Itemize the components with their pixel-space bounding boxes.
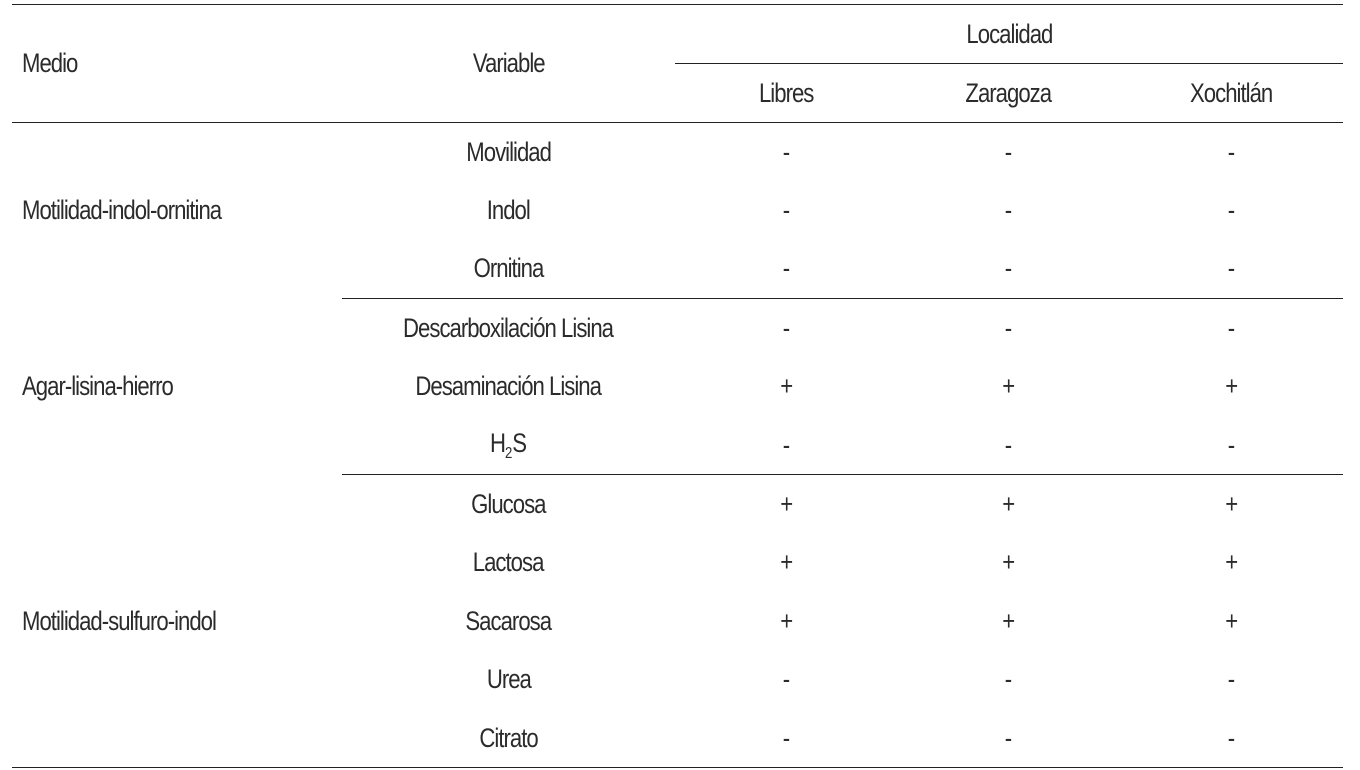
value-cell: - [1227,429,1235,460]
value-cell: + [1225,371,1237,402]
value-cell: - [1227,136,1235,167]
value-cell: - [897,299,1119,358]
value-cell: - [1004,722,1012,753]
variable-cell: Urea [486,664,531,695]
value-cell: - [1004,195,1012,226]
value-cell: + [1002,371,1014,402]
medio-cell: Agar-lisina-hierro [22,371,173,402]
value-cell: - [782,664,790,695]
header-row-top [12,5,1343,64]
value-cell: + [1119,475,1343,534]
table-row [12,299,1343,358]
value-cell: + [780,547,792,578]
value-cell: + [897,475,1119,534]
table-row [12,123,1343,182]
variable-cell: Ornitina [473,253,544,284]
value-cell: - [1227,195,1235,226]
value-cell: + [675,475,897,534]
value-cell: - [1004,253,1012,284]
header-medio: Medio [12,5,342,123]
value-cell: - [782,722,790,753]
value-cell: + [1002,605,1014,636]
value-cell: - [1227,664,1235,695]
variable-cell: Lactosa [473,547,544,578]
header-variable: Variable [342,5,675,123]
header-localidad: Localidad [675,5,1343,64]
value-cell: - [782,136,790,167]
variable-cell: Movilidad [466,136,551,167]
variable-cell: Descarboxilación Lisina [342,299,675,358]
value-cell: - [782,195,790,226]
variable-cell: Desaminación Lisina [415,371,602,402]
variable-cell: Glucosa [342,475,675,534]
value-cell: - [782,429,790,460]
value-cell: - [1227,722,1235,753]
variable-cell: Indol [486,195,531,226]
header-locality-zaragoza: Zaragoza [965,77,1051,108]
value-cell: - [1119,299,1343,358]
value-cell: - [1004,429,1012,460]
value-cell: + [780,605,792,636]
value-cell: + [1225,605,1237,636]
value-cell: - [1004,664,1012,695]
value-cell: + [1002,547,1014,578]
variable-cell: $H_2S$ [490,427,527,462]
value-cell: - [675,299,897,358]
table-row [12,475,1343,534]
results-table [12,4,1343,768]
variable-cell: Sacarosa [465,605,552,636]
header-locality-xochitlan: Xochitlán [1189,77,1273,108]
value-cell: + [1225,547,1237,578]
header-locality-libres: Libres [758,77,814,108]
results-table-container [12,4,1343,768]
value-cell: - [782,253,790,284]
value-cell: - [1227,253,1235,284]
value-cell: + [780,371,792,402]
variable-cell: Citrato [479,722,538,753]
medio-cell: Motilidad-indol-ornitina [22,195,222,226]
medio-cell: Motilidad-sulfuro-indol [22,605,216,636]
value-cell: - [1004,136,1012,167]
